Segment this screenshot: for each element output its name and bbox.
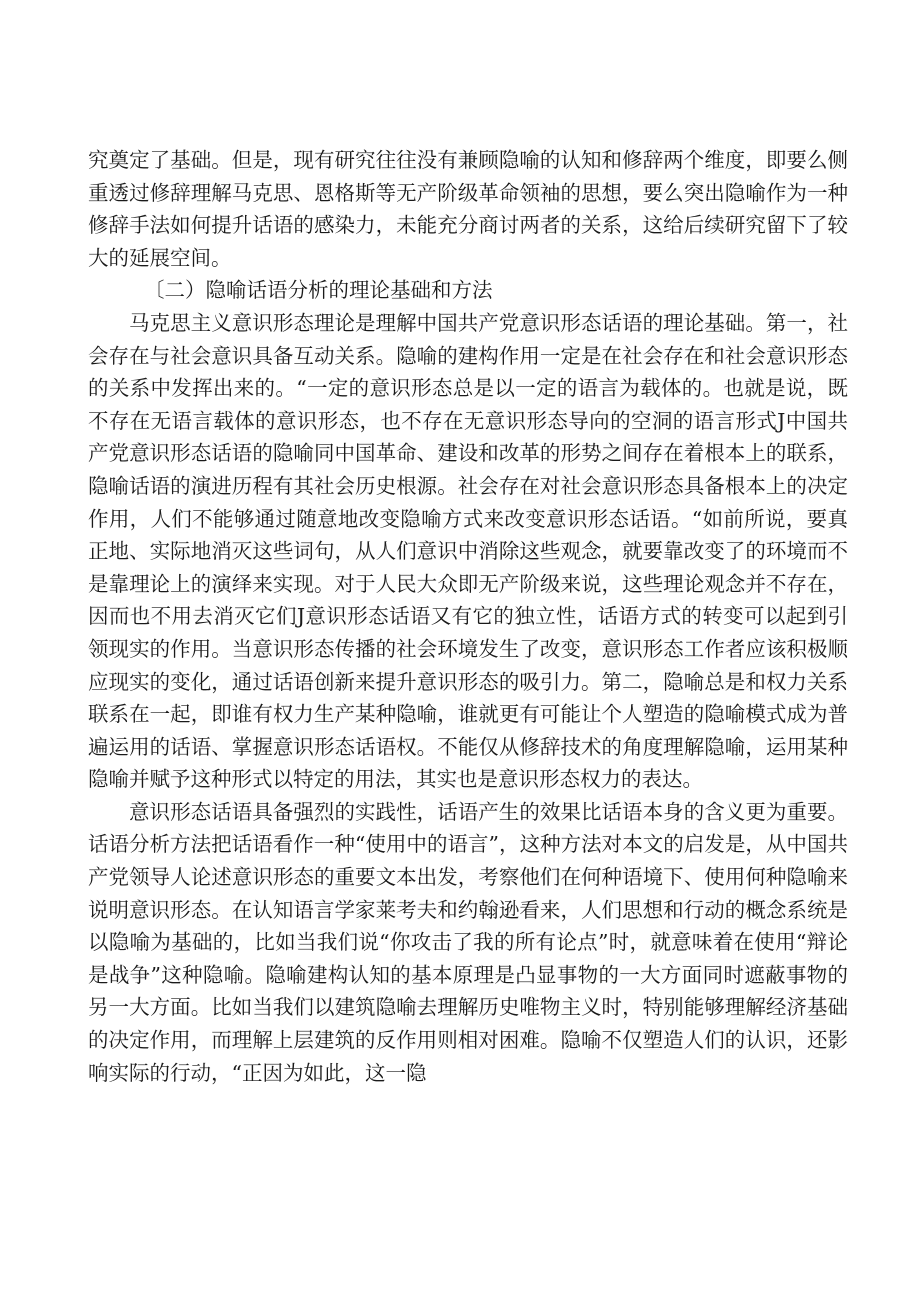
document-body (88, 144, 848, 1089)
section-heading: 〔二）隐喻话语分析的理论基础和方法 (144, 278, 493, 303)
paragraph-continued: 究奠定了基础。但是，现有研究往往没有兼顾隐喻的认知和修辞两个维度，即要么侧重透过修辞理解马克思、恩格斯等无产阶级革命领袖的思想，要么突出隐喻作为一种修辞手法如何提升话语的感染力，未能充分商讨两者的关系，这给后续研究留下了较大的延展空间。 (88, 148, 848, 270)
paragraph-theory: 马克思主义意识形态理论是理解中国共产党意识形态话语的理论基础。第一，社会存在与社会意识具备互动关系。隐喻的建构作用一定是在社会存在和社会意识形态的关系中发挥出来的。“一定的意识形态总是以一定的语言为载体的。也就是说，既不存在无语言载体的意识形态，也不存在无意识形态导向的空洞的语言形式J中国共产党意识形态话语的隐喻同中国革命、建设和改革的形势之间存在着根本上的联系，隐喻话语的演进历程有其社会历史根源。社会存在对社会意识形态具备根本上的决定作用，人们不能够通过随意地改变隐喻方式来改变意识形态话语。“如前所说，要真正地、实际地消灭这些词句，从人们意识中消除这些观念，就要靠改变了的环境而不是靠理论上的演绎来实现。对于人民大众即无产阶级来说，这些理论观念并不存在，因而也不用去消灭它们J意识形态话语又有它的独立性，话语方式的转变可以起到引领现实的作用。当意识形态传播的社会环境发生了改变，意识形态工作者应该积极顺应现实的变化，通过话语创新来提升意识形态的吸引力。第二，隐喻总是和权力关系联系在一起，即谁有权力生产某种隐喻，谁就更有可能让个人塑造的隐喻模式成为普遍运用的话语、掌握意识形态话语权。不能仅从修辞技术的角度理解隐喻，运用某种隐喻并赋予这种形式以特定的用法，其实也是意识形态权力的表达。 (88, 310, 848, 792)
paragraph-method: 意识形态话语具备强烈的实践性，话语产生的效果比话语本身的含义更为重要。话语分析方法把话语看作一种“使用中的语言”，这种方法对本文的启发是，从中国共产党领导人论述意识形态的重要文本出发，考察他们在何种语境下、使用何种隐喻来说明意识形态。在认知语言学家莱考夫和约翰逊看来，人们思想和行动的概念系统是以隐喻为基础的，比如当我们说“你攻击了我的所有论点”时，就意味着在使用“辩论是战争”这种隐喻。隐喻建构认知的基本原理是凸显事物的一大方面同时遮蔽事物的另一大方面。比如当我们以建筑隐喻去理解历史唯物主义时，特别能够理解经济基础的决定作用，而理解上层建筑的反作用则相对困难。隐喻不仅塑造人们的认识，还影响实际的行动，“正因为如此，这一隐 (88, 799, 848, 1085)
